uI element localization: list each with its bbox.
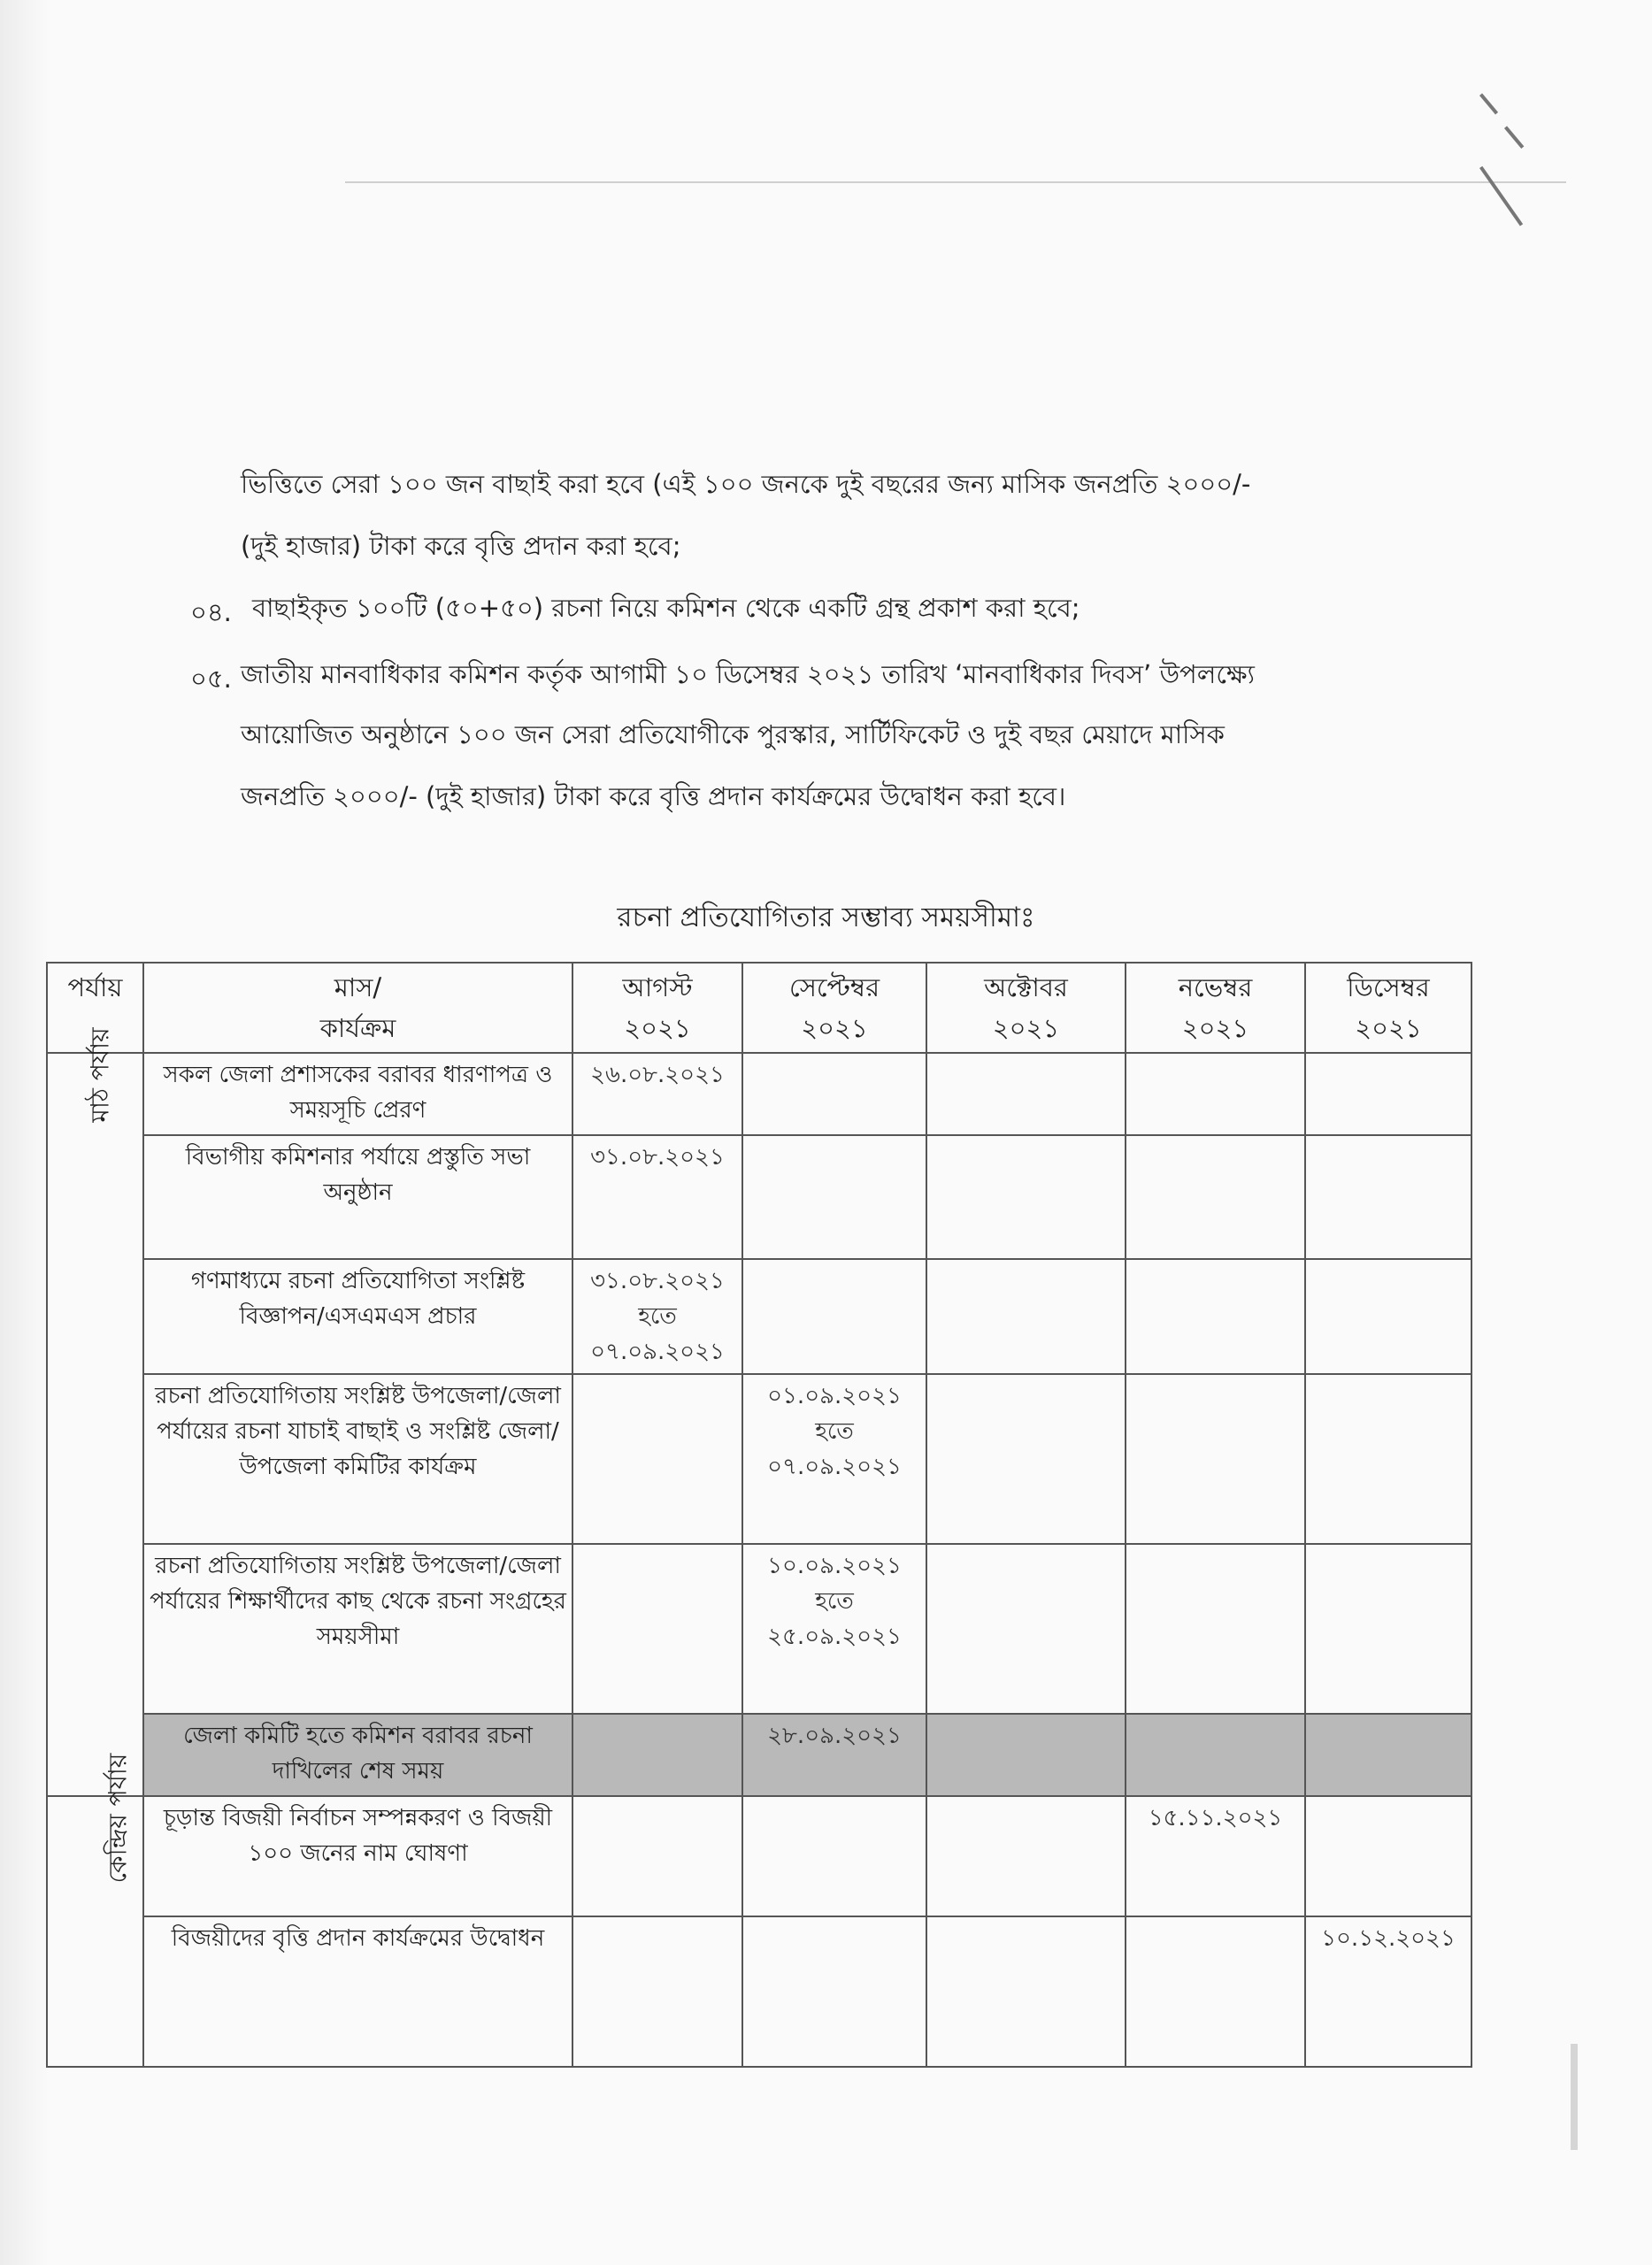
paragraph-line-2: (দুই হাজার) টাকা করে বৃত্তি প্রদান করা হবে;: [241, 531, 681, 561]
date-cell: [1305, 1374, 1471, 1544]
date-cell: [742, 1259, 926, 1374]
activity-cell: জেলা কমিটি হতে কমিশন বরাবর রচনা দাখিলের শেষ সময়: [143, 1714, 572, 1796]
activity-cell: সকল জেলা প্রশাসকের বরাবর ধারণাপত্র ও সময়সূচি প্রেরণ: [143, 1053, 572, 1135]
date-cell: [926, 1544, 1126, 1714]
scan-edge-mark: [1571, 2044, 1578, 2150]
date-cell: ০১.০৯.২০২১ হতে ০৭.০৯.২০২১: [742, 1374, 926, 1544]
header-month: নভেম্বর ২০২১: [1126, 963, 1305, 1053]
activity-cell: রচনা প্রতিযোগিতায় সংশ্লিষ্ট উপজেলা/জেলা পর্যায়ের শিক্ষার্থীদের কাছ থেকে রচনা সংগ্রহের সময়সীমা: [143, 1544, 572, 1714]
date-cell: [926, 1259, 1126, 1374]
activity-cell: বিভাগীয় কমিশনার পর্যায়ে প্রস্তুতি সভা অনুষ্ঠান: [143, 1135, 572, 1259]
date-cell: [926, 1796, 1126, 1916]
date-cell: ১৫.১১.২০২১: [1126, 1796, 1305, 1916]
item-line: জনপ্রতি ২০০০/- (দুই হাজার) টাকা করে বৃত্তি প্রদান কার্যক্রমের উদ্বোধন করা হবে।: [241, 781, 1066, 811]
date-cell: [742, 1796, 926, 1916]
date-cell: [1126, 1714, 1305, 1796]
table-row: [47, 1796, 1471, 1916]
date-cell: ২৮.০৯.২০২১: [742, 1714, 926, 1796]
date-cell: ২৬.০৮.২০২১: [572, 1053, 742, 1135]
date-cell: [1305, 1714, 1471, 1796]
header-phase: পর্যায়: [47, 963, 143, 1053]
staple-pin-2: [1504, 126, 1524, 149]
date-cell: ১০.০৯.২০২১ হতে ২৫.০৯.২০২১: [742, 1544, 926, 1714]
date-cell: ১০.১২.২০২১: [1305, 1916, 1471, 2067]
item-line: জাতীয় মানবাধিকার কমিশন কর্তৃক আগামী ১০ ডিসেম্বর ২০২১ তারিখ ‘মানবাধিকার দিবস’ উপলক্ষ্যে: [241, 659, 1255, 689]
activity-cell: গণমাধ্যমে রচনা প্রতিযোগিতা সংশ্লিষ্ট বিজ্ঞাপন/এসএমএস প্রচার: [143, 1259, 572, 1374]
phase-central-cell: কেন্দ্রিয় পর্যায়: [47, 1796, 143, 2067]
table-row: [47, 1374, 1471, 1544]
date-cell: [1305, 1259, 1471, 1374]
activity-cell: বিজয়ীদের বৃত্তি প্রদান কার্যক্রমের উদ্বোধন: [143, 1916, 572, 2067]
header-month: অক্টোবর ২০২১: [926, 963, 1126, 1053]
date-cell: [1126, 1135, 1305, 1259]
date-cell: [572, 1374, 742, 1544]
phase-field-cell: মাঠ পর্যায়: [47, 1053, 143, 1796]
table-row-highlighted: [47, 1714, 1471, 1796]
header-month: আগস্ট ২০২১: [572, 963, 742, 1053]
table-row: [47, 1053, 1471, 1135]
item-number: ০৪.: [190, 597, 232, 627]
table-header-row: [47, 963, 1471, 1053]
date-cell: [1126, 1259, 1305, 1374]
staple-pin-3: [1479, 166, 1523, 226]
date-cell: [572, 1544, 742, 1714]
date-cell: [926, 1714, 1126, 1796]
header-activity: মাস/ কার্যক্রম: [143, 963, 572, 1053]
date-cell: [572, 1796, 742, 1916]
date-cell: [742, 1053, 926, 1135]
item-line: বাছাইকৃত ১০০টি (৫০+৫০) রচনা নিয়ে কমিশন থেকে একটি গ্রন্থ প্রকাশ করা হবে;: [252, 593, 1080, 623]
date-cell: [1126, 1374, 1305, 1544]
date-cell: [926, 1916, 1126, 2067]
date-cell: [926, 1053, 1126, 1135]
paper-fold-line: [345, 181, 1566, 183]
schedule-table: [46, 962, 1472, 2068]
date-cell: [742, 1916, 926, 2067]
header-month: ডিসেম্বর ২০২১: [1305, 963, 1471, 1053]
date-cell: [1305, 1053, 1471, 1135]
date-cell: [742, 1135, 926, 1259]
activity-cell: রচনা প্রতিযোগিতায় সংশ্লিষ্ট উপজেলা/জেলা পর্যায়ের রচনা যাচাই বাছাই ও সংশ্লিষ্ট জেলা/উপজেলা কমিটির কার্যক্রম: [143, 1374, 572, 1544]
date-cell: [1305, 1796, 1471, 1916]
date-cell: [572, 1714, 742, 1796]
date-cell: ৩১.০৮.২০২১: [572, 1135, 742, 1259]
table-row: [47, 1916, 1471, 2067]
activity-cell: চূড়ান্ত বিজয়ী নির্বাচন সম্পন্নকরণ ও বিজয়ী ১০০ জনের নাম ঘোষণা: [143, 1796, 572, 1916]
date-cell: [1305, 1135, 1471, 1259]
date-cell: [1126, 1053, 1305, 1135]
date-cell: [1126, 1916, 1305, 2067]
table-row: [47, 1135, 1471, 1259]
scan-edge-shadow: [0, 0, 49, 2265]
staple-pin-1: [1479, 93, 1498, 114]
date-cell: ৩১.০৮.২০২১ হতে ০৭.০৯.২০২১: [572, 1259, 742, 1374]
date-cell: [1126, 1544, 1305, 1714]
item-number: ০৫.: [190, 664, 232, 694]
date-cell: [1305, 1544, 1471, 1714]
date-cell: [572, 1916, 742, 2067]
table-caption: রচনা প্রতিযোগিতার সম্ভাব্য সময়সীমাঃ: [617, 902, 1035, 933]
table-row: [47, 1259, 1471, 1374]
paragraph-line-1: ভিত্তিতে সেরা ১০০ জন বাছাই করা হবে (এই ১০০ জনকে দুই বছরের জন্য মাসিক জনপ্রতি ২০০০/-: [241, 469, 1251, 499]
item-line: আয়োজিত অনুষ্ঠানে ১০০ জন সেরা প্রতিযোগীকে পুরস্কার, সার্টিফিকেট ও দুই বছর মেয়াদে মাসিক: [241, 719, 1225, 749]
table-row: [47, 1544, 1471, 1714]
header-month: সেপ্টেম্বর ২০২১: [742, 963, 926, 1053]
date-cell: [926, 1374, 1126, 1544]
date-cell: [926, 1135, 1126, 1259]
